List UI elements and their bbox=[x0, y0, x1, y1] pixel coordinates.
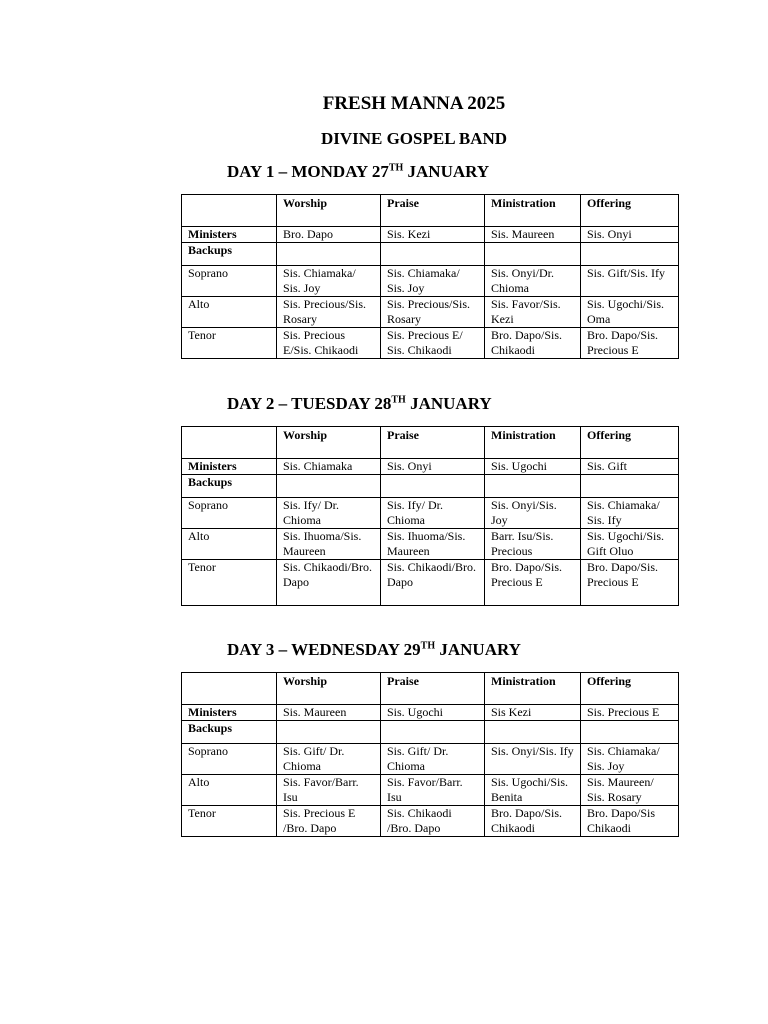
tenor-row bbox=[182, 560, 679, 606]
table-cell bbox=[581, 721, 679, 744]
table-cell bbox=[277, 475, 381, 498]
table-cell bbox=[485, 243, 581, 266]
table-cell bbox=[485, 721, 581, 744]
table-header-row bbox=[182, 427, 679, 459]
ministers-label: Ministers bbox=[182, 459, 277, 475]
table-cell: Bro. Dapo/Sis. Chikaodi bbox=[485, 328, 581, 359]
header-offering: Offering bbox=[581, 195, 679, 227]
table-cell: Sis. Ugochi bbox=[485, 459, 581, 475]
alto-row bbox=[182, 529, 679, 560]
soprano-label: Soprano bbox=[182, 266, 277, 297]
table-cell bbox=[581, 243, 679, 266]
table-cell: Sis. Chiamaka/ Sis. Joy bbox=[381, 266, 485, 297]
day-1-roster-table bbox=[181, 194, 679, 359]
table-cell: Barr. Isu/Sis. Precious bbox=[485, 529, 581, 560]
table-cell: Bro. Dapo/Sis. Precious E bbox=[485, 560, 581, 606]
soprano-row bbox=[182, 266, 679, 297]
ministers-row bbox=[182, 705, 679, 721]
alto-label: Alto bbox=[182, 529, 277, 560]
day-2-roster-table bbox=[181, 426, 679, 606]
tenor-label: Tenor bbox=[182, 560, 277, 606]
soprano-row bbox=[182, 498, 679, 529]
alto-label: Alto bbox=[182, 297, 277, 328]
table-cell bbox=[485, 475, 581, 498]
table-cell bbox=[277, 243, 381, 266]
header-worship: Worship bbox=[277, 673, 381, 705]
table-cell: Sis. Precious/Sis. Rosary bbox=[381, 297, 485, 328]
ministers-label: Ministers bbox=[182, 705, 277, 721]
header-blank-cell bbox=[182, 427, 277, 459]
backups-label: Backups bbox=[182, 721, 277, 744]
table-cell: Sis. Chiamaka/ Sis. Joy bbox=[277, 266, 381, 297]
backups-row bbox=[182, 243, 679, 266]
table-cell: Sis. Chikaodi/Bro. Dapo bbox=[277, 560, 381, 606]
table-cell: Bro. Dapo/Sis. Precious E bbox=[581, 560, 679, 606]
table-cell: Sis. Chiamaka bbox=[277, 459, 381, 475]
day-1-heading: DAY 1 – MONDAY 27TH JANUARY bbox=[227, 162, 490, 181]
table-cell: Sis. Precious/Sis. Rosary bbox=[277, 297, 381, 328]
ministers-row bbox=[182, 459, 679, 475]
alto-row bbox=[182, 297, 679, 328]
header-offering: Offering bbox=[581, 427, 679, 459]
header-ministration: Ministration bbox=[485, 195, 581, 227]
document-subtitle: DIVINE GOSPEL BAND bbox=[320, 129, 508, 148]
table-cell: Sis. Onyi/Sis. Ify bbox=[485, 744, 581, 775]
day-3-roster-table bbox=[181, 672, 679, 837]
table-cell: Sis. Precious E/Sis. Chikaodi bbox=[277, 328, 381, 359]
table-cell bbox=[381, 243, 485, 266]
tenor-row bbox=[182, 328, 679, 359]
table-cell: Bro. Dapo/Sis. Precious E bbox=[581, 328, 679, 359]
table-cell: Sis. Ify/ Dr. Chioma bbox=[277, 498, 381, 529]
tenor-row bbox=[182, 806, 679, 837]
table-cell: Sis. Favor/Sis. Kezi bbox=[485, 297, 581, 328]
table-cell: Sis. Precious E bbox=[581, 705, 679, 721]
alto-row bbox=[182, 775, 679, 806]
table-cell: Sis. Onyi bbox=[581, 227, 679, 243]
table-cell: Sis. Ify/ Dr. Chioma bbox=[381, 498, 485, 529]
header-worship: Worship bbox=[277, 195, 381, 227]
header-ministration: Ministration bbox=[485, 673, 581, 705]
table-cell: Sis. Favor/Barr. Isu bbox=[277, 775, 381, 806]
header-worship: Worship bbox=[277, 427, 381, 459]
header-blank-cell bbox=[182, 195, 277, 227]
table-cell: Sis Kezi bbox=[485, 705, 581, 721]
table-cell bbox=[581, 475, 679, 498]
table-cell: Sis. Favor/Barr. Isu bbox=[381, 775, 485, 806]
ministers-row bbox=[182, 227, 679, 243]
header-offering: Offering bbox=[581, 673, 679, 705]
backups-label: Backups bbox=[182, 475, 277, 498]
backups-row bbox=[182, 721, 679, 744]
table-cell: Sis. Chiamaka/ Sis. Joy bbox=[581, 744, 679, 775]
header-blank-cell bbox=[182, 673, 277, 705]
table-cell: Sis. Ugochi/Sis. Gift Oluo bbox=[581, 529, 679, 560]
ministers-label: Ministers bbox=[182, 227, 277, 243]
soprano-row bbox=[182, 744, 679, 775]
soprano-label: Soprano bbox=[182, 498, 277, 529]
tenor-label: Tenor bbox=[182, 328, 277, 359]
header-praise: Praise bbox=[381, 195, 485, 227]
table-cell: Sis. Ugochi/Sis. Benita bbox=[485, 775, 581, 806]
table-cell: Sis. Kezi bbox=[381, 227, 485, 243]
table-cell: Sis. Maureen/ Sis. Rosary bbox=[581, 775, 679, 806]
table-cell: Sis. Gift/ Dr. Chioma bbox=[381, 744, 485, 775]
table-cell: Sis. Maureen bbox=[277, 705, 381, 721]
table-cell: Sis. Ugochi bbox=[381, 705, 485, 721]
table-header-row bbox=[182, 673, 679, 705]
table-cell bbox=[381, 721, 485, 744]
table-cell: Sis. Chikaodi/Bro. Dapo bbox=[381, 560, 485, 606]
table-cell: Sis. Gift/Sis. Ify bbox=[581, 266, 679, 297]
alto-label: Alto bbox=[182, 775, 277, 806]
table-cell bbox=[277, 721, 381, 744]
header-praise: Praise bbox=[381, 427, 485, 459]
table-cell: Sis. Onyi/Sis. Joy bbox=[485, 498, 581, 529]
table-cell: Sis. Precious E/ Sis. Chikaodi bbox=[381, 328, 485, 359]
header-ministration: Ministration bbox=[485, 427, 581, 459]
table-cell: Bro. Dapo/Sis. Chikaodi bbox=[485, 806, 581, 837]
table-cell: Sis. Ihuoma/Sis. Maureen bbox=[277, 529, 381, 560]
header-praise: Praise bbox=[381, 673, 485, 705]
table-cell: Bro. Dapo/Sis Chikaodi bbox=[581, 806, 679, 837]
table-cell: Sis. Gift/ Dr. Chioma bbox=[277, 744, 381, 775]
day-2-heading: DAY 2 – TUESDAY 28TH JANUARY bbox=[227, 394, 492, 413]
table-cell: Sis. Ihuoma/Sis. Maureen bbox=[381, 529, 485, 560]
day-3-heading: DAY 3 – WEDNESDAY 29TH JANUARY bbox=[227, 640, 521, 659]
table-cell: Sis. Chikaodi /Bro. Dapo bbox=[381, 806, 485, 837]
table-cell: Bro. Dapo bbox=[277, 227, 381, 243]
table-cell: Sis. Chiamaka/ Sis. Ify bbox=[581, 498, 679, 529]
backups-label: Backups bbox=[182, 243, 277, 266]
table-cell: Sis. Maureen bbox=[485, 227, 581, 243]
backups-row bbox=[182, 475, 679, 498]
table-cell: Sis. Ugochi/Sis. Oma bbox=[581, 297, 679, 328]
table-cell: Sis. Onyi bbox=[381, 459, 485, 475]
table-cell: Sis. Gift bbox=[581, 459, 679, 475]
table-cell bbox=[381, 475, 485, 498]
table-cell: Sis. Onyi/Dr. Chioma bbox=[485, 266, 581, 297]
soprano-label: Soprano bbox=[182, 744, 277, 775]
document-title: FRESH MANNA 2025 bbox=[322, 93, 506, 114]
table-header-row bbox=[182, 195, 679, 227]
table-cell: Sis. Precious E /Bro. Dapo bbox=[277, 806, 381, 837]
tenor-label: Tenor bbox=[182, 806, 277, 837]
